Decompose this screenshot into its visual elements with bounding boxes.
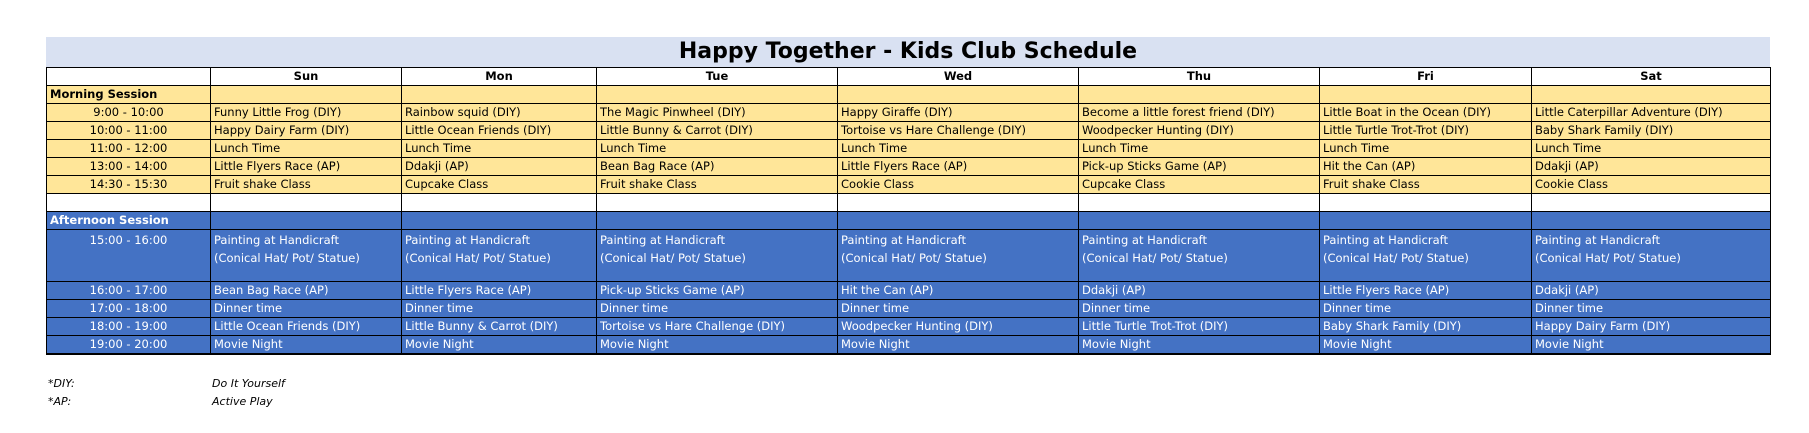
activity-cell: Pick-up Sticks Game (AP) <box>1079 158 1320 176</box>
activity-line: (Conical Hat/ Pot/ Statue) <box>600 251 746 265</box>
activity-cell: Movie Night <box>838 336 1079 355</box>
time-header <box>47 68 211 86</box>
activity-cell <box>597 230 838 282</box>
activity-cell: Cookie Class <box>838 176 1079 194</box>
activity-cell: Hit the Can (AP) <box>838 282 1079 300</box>
activity-cell: Happy Dairy Farm (DIY) <box>1532 318 1771 336</box>
activity-cell: Pick-up Sticks Game (AP) <box>597 282 838 300</box>
schedule-row <box>47 122 1771 140</box>
activity-cell: Movie Night <box>1079 336 1320 355</box>
activity-cell: Cupcake Class <box>1079 176 1320 194</box>
activity-cell: Lunch Time <box>1532 140 1771 158</box>
session-label: Afternoon Session <box>47 212 211 230</box>
activity-line: Painting at Handicraft <box>1323 233 1449 247</box>
activity-cell: Dinner time <box>1079 300 1320 318</box>
activity-line: (Conical Hat/ Pot/ Statue) <box>1323 251 1469 265</box>
activity-cell: Fruit shake Class <box>211 176 402 194</box>
empty-cell <box>1532 212 1771 230</box>
activity-cell: Lunch Time <box>1079 140 1320 158</box>
activity-cell: Ddakji (AP) <box>1532 158 1771 176</box>
activity-cell <box>211 230 402 282</box>
time-slot: 9:00 - 10:00 <box>47 104 211 122</box>
legend-key: *DIY: <box>48 377 75 390</box>
activity-cell: Woodpecker Hunting (DIY) <box>838 318 1079 336</box>
activity-cell: Fruit shake Class <box>597 176 838 194</box>
schedule-row <box>47 336 1771 355</box>
day-header-row <box>47 68 1771 86</box>
day-header: Sun <box>211 68 402 86</box>
activity-cell: Bean Bag Race (AP) <box>211 282 402 300</box>
schedule-row <box>47 158 1771 176</box>
activity-cell: Happy Giraffe (DIY) <box>838 104 1079 122</box>
empty-cell <box>402 86 597 104</box>
schedule-row <box>47 104 1771 122</box>
activity-line: (Conical Hat/ Pot/ Statue) <box>405 251 551 265</box>
activity-cell: Little Flyers Race (AP) <box>211 158 402 176</box>
time-slot: 19:00 - 20:00 <box>47 336 211 355</box>
legend-value: Do It Yourself <box>212 377 285 390</box>
activity-cell <box>838 230 1079 282</box>
activity-cell <box>1532 230 1771 282</box>
empty-cell <box>47 194 211 212</box>
day-header: Fri <box>1320 68 1532 86</box>
empty-cell <box>402 194 597 212</box>
activity-cell <box>1320 230 1532 282</box>
day-header: Wed <box>838 68 1079 86</box>
empty-cell <box>1079 86 1320 104</box>
empty-cell <box>211 194 402 212</box>
activity-line: Painting at Handicraft <box>841 233 967 247</box>
schedule-row <box>47 230 1771 282</box>
activity-cell: Dinner time <box>211 300 402 318</box>
activity-cell: Lunch Time <box>211 140 402 158</box>
afternoon-session-row <box>47 212 1771 230</box>
activity-cell <box>402 230 597 282</box>
empty-cell <box>1532 86 1771 104</box>
activity-cell: Little Bunny & Carrot (DIY) <box>402 318 597 336</box>
empty-cell <box>838 212 1079 230</box>
activity-cell: Movie Night <box>211 336 402 355</box>
empty-cell <box>838 86 1079 104</box>
time-slot: 16:00 - 17:00 <box>47 282 211 300</box>
legend-key: *AP: <box>48 395 72 408</box>
activity-cell: Ddakji (AP) <box>402 158 597 176</box>
activity-cell: Happy Dairy Farm (DIY) <box>211 122 402 140</box>
empty-cell <box>1320 194 1532 212</box>
empty-cell <box>1079 212 1320 230</box>
empty-cell <box>597 194 838 212</box>
activity-line: (Conical Hat/ Pot/ Statue) <box>1535 251 1681 265</box>
activity-cell: Cupcake Class <box>402 176 597 194</box>
activity-cell: Lunch Time <box>1320 140 1532 158</box>
activity-line: Painting at Handicraft <box>405 233 531 247</box>
schedule-row <box>47 300 1771 318</box>
activity-cell: Dinner time <box>1532 300 1771 318</box>
schedule-row <box>47 140 1771 158</box>
schedule-table <box>46 67 1771 355</box>
time-slot: 18:00 - 19:00 <box>47 318 211 336</box>
activity-cell: Hit the Can (AP) <box>1320 158 1532 176</box>
schedule-sheet <box>46 37 1770 355</box>
empty-cell <box>597 212 838 230</box>
empty-cell <box>211 86 402 104</box>
activity-cell: Little Turtle Trot-Trot (DIY) <box>1320 122 1532 140</box>
activity-cell: Baby Shark Family (DIY) <box>1320 318 1532 336</box>
empty-cell <box>1320 212 1532 230</box>
activity-cell: Little Boat in the Ocean (DIY) <box>1320 104 1532 122</box>
activity-line: Painting at Handicraft <box>1535 233 1661 247</box>
activity-cell: Dinner time <box>597 300 838 318</box>
time-slot: 14:30 - 15:30 <box>47 176 211 194</box>
morning-session-row <box>47 86 1771 104</box>
day-header: Tue <box>597 68 838 86</box>
spacer-row <box>47 194 1771 212</box>
empty-cell <box>597 86 838 104</box>
day-header: Sat <box>1532 68 1771 86</box>
time-slot: 10:00 - 11:00 <box>47 122 211 140</box>
legend-value: Active Play <box>212 395 273 408</box>
time-slot: 17:00 - 18:00 <box>47 300 211 318</box>
empty-cell <box>211 212 402 230</box>
activity-line: (Conical Hat/ Pot/ Statue) <box>841 251 987 265</box>
schedule-row <box>47 318 1771 336</box>
activity-cell: Movie Night <box>597 336 838 355</box>
activity-cell: Little Flyers Race (AP) <box>838 158 1079 176</box>
activity-line: (Conical Hat/ Pot/ Statue) <box>214 251 360 265</box>
activity-cell: Become a little forest friend (DIY) <box>1079 104 1320 122</box>
activity-cell: Tortoise vs Hare Challenge (DIY) <box>838 122 1079 140</box>
activity-line: Painting at Handicraft <box>600 233 726 247</box>
empty-cell <box>1532 194 1771 212</box>
activity-cell: Lunch Time <box>402 140 597 158</box>
schedule-row <box>47 282 1771 300</box>
activity-cell: Movie Night <box>1320 336 1532 355</box>
activity-cell: Rainbow squid (DIY) <box>402 104 597 122</box>
activity-cell: Little Bunny & Carrot (DIY) <box>597 122 838 140</box>
activity-cell: Ddakji (AP) <box>1079 282 1320 300</box>
activity-cell <box>1079 230 1320 282</box>
activity-line: Painting at Handicraft <box>1082 233 1208 247</box>
activity-cell: Woodpecker Hunting (DIY) <box>1079 122 1320 140</box>
time-slot: 13:00 - 14:00 <box>47 158 211 176</box>
activity-cell: Bean Bag Race (AP) <box>597 158 838 176</box>
time-slot: 11:00 - 12:00 <box>47 140 211 158</box>
time-slot: 15:00 - 16:00 <box>47 230 211 282</box>
activity-cell: Little Flyers Race (AP) <box>402 282 597 300</box>
activity-cell: Dinner time <box>402 300 597 318</box>
activity-cell: Little Ocean Friends (DIY) <box>211 318 402 336</box>
session-label: Morning Session <box>47 86 211 104</box>
empty-cell <box>402 212 597 230</box>
activity-cell: Movie Night <box>1532 336 1771 355</box>
activity-cell: Funny Little Frog (DIY) <box>211 104 402 122</box>
activity-cell: Lunch Time <box>838 140 1079 158</box>
activity-cell: Dinner time <box>1320 300 1532 318</box>
activity-cell: Baby Shark Family (DIY) <box>1532 122 1771 140</box>
activity-cell: Lunch Time <box>597 140 838 158</box>
activity-cell: Little Flyers Race (AP) <box>1320 282 1532 300</box>
activity-cell: Tortoise vs Hare Challenge (DIY) <box>597 318 838 336</box>
activity-cell: Fruit shake Class <box>1320 176 1532 194</box>
day-header: Thu <box>1079 68 1320 86</box>
empty-cell <box>1079 194 1320 212</box>
activity-cell: Dinner time <box>838 300 1079 318</box>
activity-cell: Little Turtle Trot-Trot (DIY) <box>1079 318 1320 336</box>
schedule-row <box>47 176 1771 194</box>
activity-line: Painting at Handicraft <box>214 233 340 247</box>
day-header: Mon <box>402 68 597 86</box>
empty-cell <box>1320 86 1532 104</box>
empty-cell <box>838 194 1079 212</box>
activity-cell: Little Caterpillar Adventure (DIY) <box>1532 104 1771 122</box>
activity-cell: Little Ocean Friends (DIY) <box>402 122 597 140</box>
activity-cell: Cookie Class <box>1532 176 1771 194</box>
activity-line: (Conical Hat/ Pot/ Statue) <box>1082 251 1228 265</box>
schedule-title: Happy Together - Kids Club Schedule <box>46 37 1770 67</box>
activity-cell: The Magic Pinwheel (DIY) <box>597 104 838 122</box>
activity-cell: Movie Night <box>402 336 597 355</box>
activity-cell: Ddakji (AP) <box>1532 282 1771 300</box>
